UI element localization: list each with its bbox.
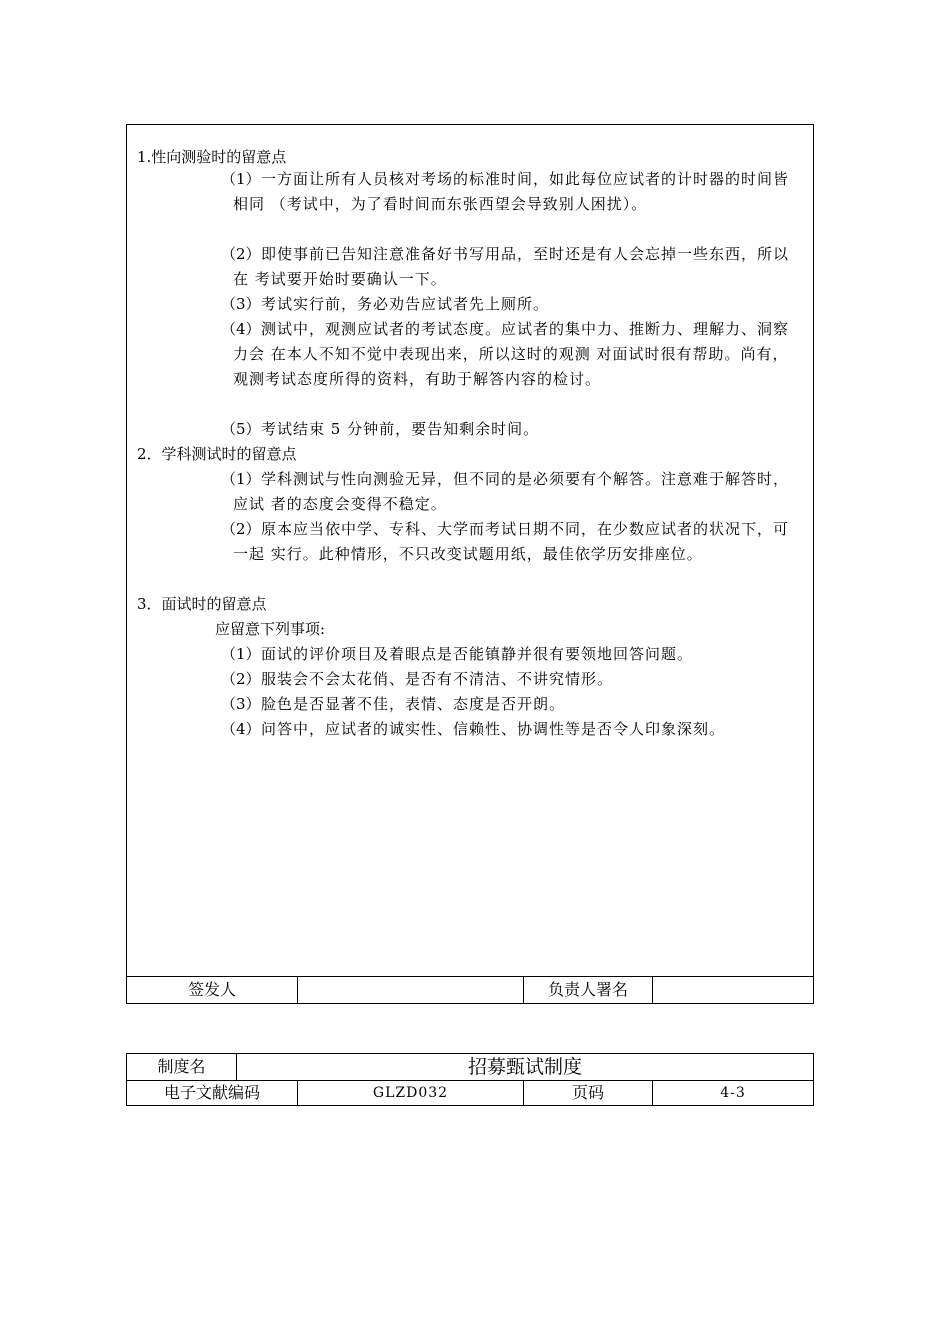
signature-row	[127, 976, 813, 1003]
item-text: 脸色是否显著不佳，表情、态度是否开朗。	[261, 695, 566, 713]
item-text: 原本应当依中学、专科、大学而考试日期不同，在少数应试者的状况下，可一起 实行。此种情形，不只改变试题用纸，最佳依学历安排座位。	[233, 520, 790, 563]
section-1-item-5	[221, 417, 801, 442]
item-text: 一方面让所有人员核对考场的标准时间，如此每位应试者的计时器的时间皆相同 （考试中，为了看时间而东张西望会导致别人困扰）。	[233, 170, 790, 213]
item-number: （4）	[221, 320, 261, 338]
item-text: 即使事前已告知注意准备好书写用品，至时还是有人会忘掉一些东西，所以在 考试要开始时要确认一下。	[233, 245, 790, 288]
item-text: 考试实行前，务必劝告应试者先上厕所。	[261, 295, 550, 313]
section-1-item-4	[221, 317, 801, 392]
section-3-heading: 3．面试时的留意点	[137, 595, 267, 613]
item-number: （5）	[221, 420, 261, 438]
signer-label: 签发人	[187, 980, 236, 999]
meta-row-system-name	[127, 1054, 813, 1081]
item-text: 问答中，应试者的诚实性、信赖性、协调性等是否令人印象深刻。	[261, 720, 726, 738]
section-1-item-2	[221, 242, 801, 292]
section-2-heading: 2．学科测试时的留意点	[137, 445, 297, 463]
item-number: （1）	[221, 170, 261, 188]
responsible-field[interactable]	[653, 977, 813, 1003]
item-number: （1）	[221, 470, 261, 488]
document-body-frame	[126, 124, 814, 1004]
meta-row-codes	[127, 1080, 813, 1106]
doc-code-label: 电子文献编码	[163, 1083, 260, 1102]
item-text: 面试的评价项目及着眼点是否能镇静并很有要领地回答问题。	[261, 645, 694, 663]
item-number: （2）	[221, 670, 261, 688]
section-2-item-2	[221, 517, 801, 567]
item-number: （4）	[221, 720, 261, 738]
item-number: （1）	[221, 645, 261, 663]
section-3-intro: 应留意下列事项:	[215, 620, 326, 638]
doc-code-value: GLZD032	[372, 1085, 449, 1101]
page-value: 4-3	[720, 1085, 746, 1101]
section-1-item-3	[221, 292, 801, 317]
system-name-label: 制度名	[157, 1057, 206, 1076]
item-number: （2）	[221, 245, 261, 263]
section-3-item-1	[221, 642, 801, 667]
item-number: （3）	[221, 695, 261, 713]
section-3-item-2	[221, 667, 801, 692]
section-3-item-3	[221, 692, 801, 717]
item-number: （3）	[221, 295, 261, 313]
signer-field[interactable]	[298, 977, 523, 1003]
document-meta-table	[126, 1053, 814, 1106]
item-number: （2）	[221, 520, 261, 538]
system-name-value: 招募甄试制度	[467, 1056, 582, 1078]
section-1-heading: 1.性向测验时的留意点	[137, 148, 287, 166]
item-text: 学科测试与性向测验无异，但不同的是必须要有个解答。注意难于解答时，应试 者的态度会变得不稳定。	[233, 470, 790, 513]
item-text: 考试结束 5 分钟前，要告知剩余时间。	[261, 420, 540, 438]
section-3-item-4	[221, 717, 801, 742]
responsible-label: 负责人署名	[547, 980, 628, 999]
item-text: 服装会不会太花俏、是否有不清洁、不讲究情形。	[261, 670, 614, 688]
section-2-item-1	[221, 467, 801, 517]
page-label: 页码	[571, 1083, 604, 1102]
section-1-item-1	[221, 167, 801, 217]
item-text: 测试中，观测应试者的考试态度。应试者的集中力、推断力、理解力、洞察力会 在本人不知不觉中表现出来，所以这时的观测 对面试时很有帮助。尚有，观测考试态度所得的资料，有助于解答内容的检讨。	[233, 320, 790, 388]
